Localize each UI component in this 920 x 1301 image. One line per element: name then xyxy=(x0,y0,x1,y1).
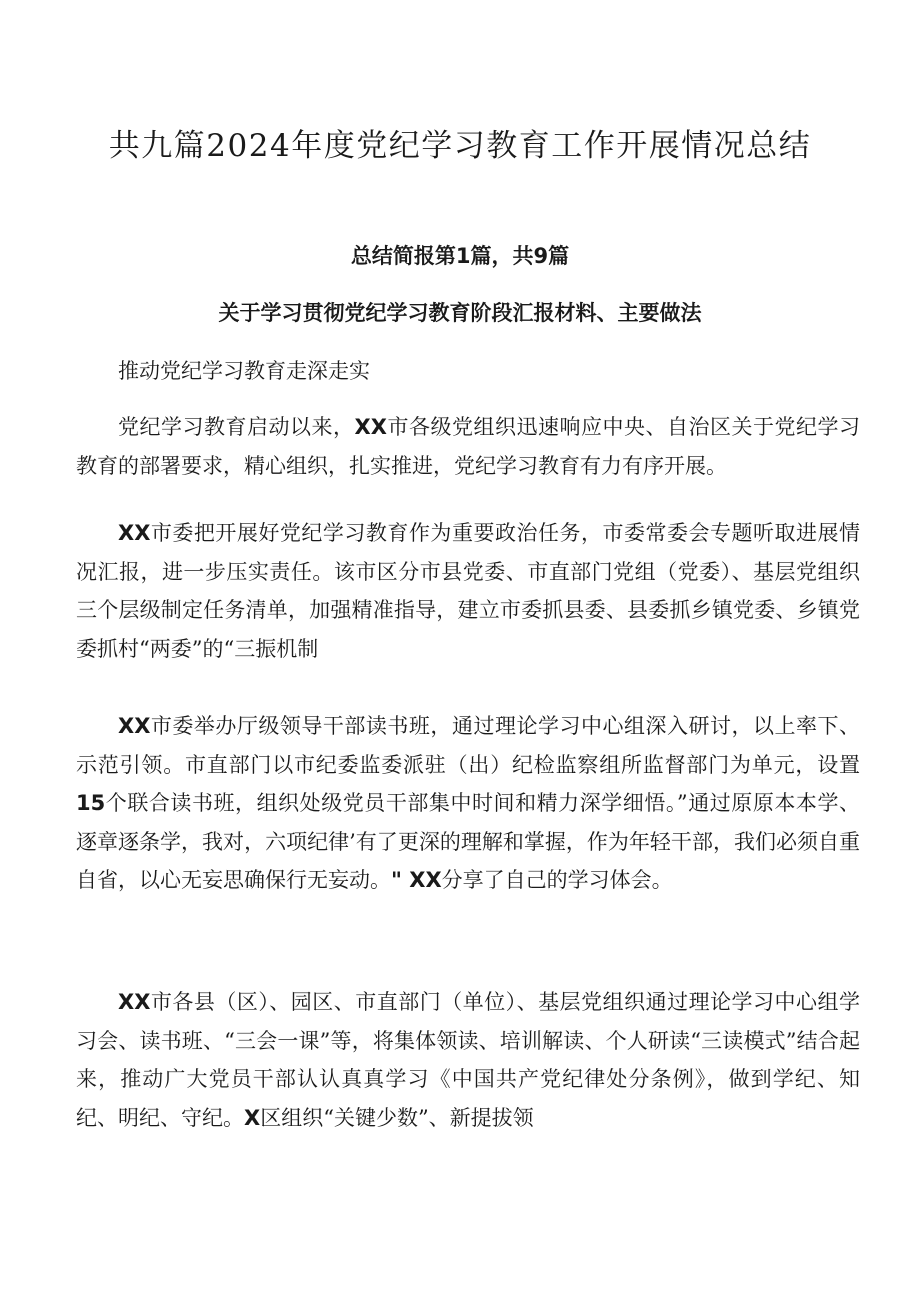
paragraph xyxy=(76,408,860,485)
subtitle-topic: 关于学习贯彻党纪学习教育阶段汇报材料、主要做法 xyxy=(218,301,702,325)
paragraph-text: 市各县（区）、园区、市直部门（单位）、基层党组织通过理论学习中心组学习会、读书班、“三会一课”等，将集体领读、培训解读、个人研读“三读模式”结合起来，推动广大党员干部认认真真学习《中国共产党纪律处分条例》，做到学纪、知纪、明纪、守纪。 xyxy=(76,990,860,1130)
bold-text: 15 xyxy=(76,791,106,815)
paragraph-text: 推动党纪学习教育走深走实 xyxy=(118,359,370,383)
paragraph xyxy=(76,514,860,668)
paragraph-text: 个联合读书班，组织处级党员干部集中时间和精力深学细悟。”通过原原本本学、逐章逐条学，我对，六项纪律’有了更深的理解和掌握，作为年轻干部，我们必须自重自省，以心无妄思确保行无妄动。 xyxy=(76,791,861,892)
bold-text: XX xyxy=(118,714,151,738)
bold-text: X xyxy=(244,1105,261,1130)
subtitle-series: 总结简报第1篇，共9篇 xyxy=(350,244,570,268)
paragraph-heading xyxy=(76,352,860,391)
bold-text: XX xyxy=(118,521,151,545)
paragraph-text: 党纪学习教育启动以来， xyxy=(118,415,355,439)
paragraph-text: 市各级党组织迅速响应中央、自治区关于党纪学习教育的部署要求，精心组织，扎实推进，党纪学习教育有力有序开展。 xyxy=(76,415,861,478)
paragraph-text: 区组织“关键少数”、新提拔领 xyxy=(260,1105,534,1130)
paragraph-text: 市委把开展好党纪学习教育作为重要政治任务，市委常委会专题听取进展情况汇报，进一步压实责任。该市区分市县党委、市直部门党组（党委）、基层党组织三个层级制定任务清单，加强精准指导，建立市委抓县委、县委抓乡镇党委、乡镇党委抓村“两委”的“三振机制 xyxy=(76,521,860,661)
document-title: 共九篇2024年度党纪学习教育工作开展情况总结 xyxy=(108,128,812,164)
bold-text: XX xyxy=(118,990,151,1014)
paragraph xyxy=(76,707,860,900)
paragraph-text: 市委举办厅级领导干部读书班，通过理论学习中心组深入研讨，以上率下、示范引领。市直部门以市纪委监委派驻（出）纪检监察组所监督部门为单元，设置 xyxy=(76,714,860,777)
bold-text: XX xyxy=(354,415,387,439)
paragraph-text: 分享了自己的学习体会。 xyxy=(441,868,673,892)
paragraph xyxy=(76,983,860,1137)
bold-text: " XX xyxy=(391,868,442,892)
